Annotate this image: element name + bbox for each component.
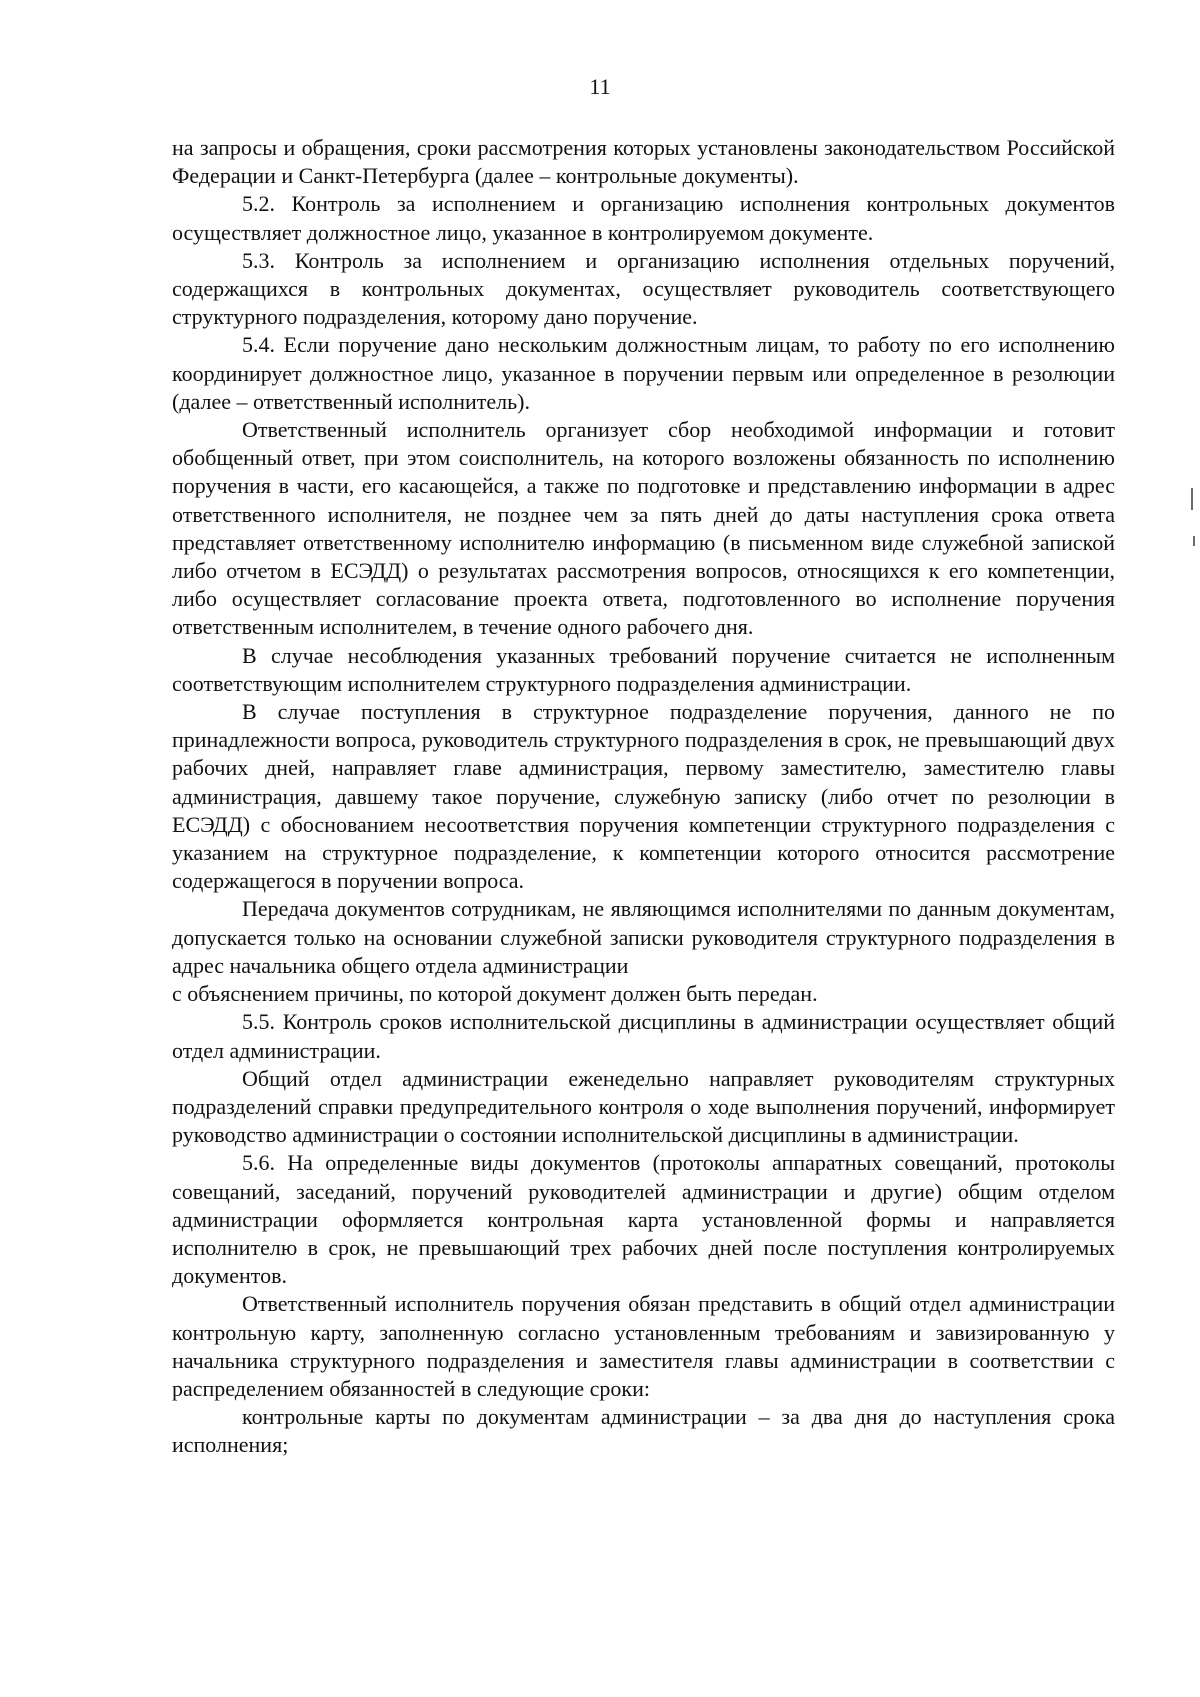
paragraph-misrouted-order: В случае поступления в структурное подразделение поручения, данного не по принадлежности вопроса, руководитель структурного подразделения в срок, не превышающий двух рабочих дней, направляет главе администрация, первому заместителю, заместителю главы администрация, давшему такое поручение, служебную записку (либо отчет по резолюции в ЕСЭДД) с обоснованием несоответствия поручения компетенции структурного подразделения с указанием на структурное подразделение, к компетенции которого относится рассмотрение содержащегося в поручении вопроса. xyxy=(172,699,1115,894)
paragraph-5-3: 5.3. Контроль за исполнением и организацию исполнения отдельных поручений, содержащихся в контрольных документах, осуществляет руководитель соответствующего структурного подразделения, которому дано поручение. xyxy=(172,247,1115,330)
paragraph-5-4: 5.4. Если поручение дано нескольким должностным лицам, то работу по его исполнению координирует должностное лицо, указанное в поручении первым или определенное в резолюции (далее – ответственный исполнитель). xyxy=(172,332,1115,414)
paragraph-document-transfer: Передача документов сотрудникам, не являющимся исполнителями по данным документам, допускается только на основании служебной записки руководителя структурного подразделения в адрес начальника общего отдела администрации xyxy=(172,896,1115,978)
paragraph-1: на запросы и обращения, сроки рассмотрения которых установлены законодательством Российской Федерации и Санкт-Петербурга (далее – контрольные документы). xyxy=(172,135,1115,189)
paragraph-control-card-deadlines: контрольные карты по документам администрации – за два дня до наступления срока исполнения; xyxy=(172,1404,1115,1458)
paragraph-transfer-reason: с объяснением причины, по которой документ должен быть передан. xyxy=(172,981,818,1007)
paragraph-5-6: 5.6. На определенные виды документов (протоколы аппаратных совещаний, протоколы совещаний, заседаний, поручений руководителей администрации и другие) общим отделом администрации оформляется контрольная карта установленной формы и направляется исполнителю в срок, не превышающий трех рабочих дней после поступления контролируемых документов. xyxy=(172,1150,1115,1289)
paragraph-5-5: 5.5. Контроль сроков исполнительской дисциплины в администрации осуществляет общий отдел администрации. xyxy=(172,1009,1115,1063)
document-body xyxy=(172,134,1115,1460)
page-number: 11 xyxy=(589,74,611,99)
scan-edge-mark xyxy=(1191,488,1193,510)
scan-edge-mark xyxy=(1193,536,1195,546)
paragraph-non-compliance: В случае несоблюдения указанных требований поручение считается не исполненным соответствующим исполнителем структурного подразделения администрации. xyxy=(172,642,1115,696)
paragraph-weekly-reports: Общий отдел администрации еженедельно направляет руководителям структурных подразделений справки предупредительного контроля о ходе выполнения поручений, информирует руководство администрации о состоянии исполнительской дисциплины в администрации. xyxy=(172,1065,1115,1148)
paragraph-control-card: Ответственный исполнитель поручения обязан представить в общий отдел администрации контрольную карту, заполненную согласно установленным требованиям и завизированную у начальника структурного подразделения и заместителя главы администрации в соответствии с распределением обязанностей в следующие сроки: xyxy=(172,1291,1115,1401)
paragraph-responsible-executor: Ответственный исполнитель организует сбор необходимой информации и готовит обобщенный ответ, при этом соисполнитель, на которого возложены обязанность по исполнению поручения в части, его касающейся, а также по подготовке и представлению информации в адрес ответственного исполнителя, не позднее чем за пять дней до даты наступления срока ответа представляет ответственному исполнителю информацию (в письменном виде служебной запиской либо отчетом в ЕСЭДД) о результатах рассмотрения вопросов, относящихся к его компетенции, либо осуществляет согласование проекта ответа, подготовленного во исполнение поручения ответственным исполнителем, в течение одного рабочего дня. xyxy=(172,417,1115,640)
paragraph-5-2: 5.2. Контроль за исполнением и организацию исполнения контрольных документов осуществляет должностное лицо, указанное в контролируемом документе. xyxy=(172,191,1115,245)
